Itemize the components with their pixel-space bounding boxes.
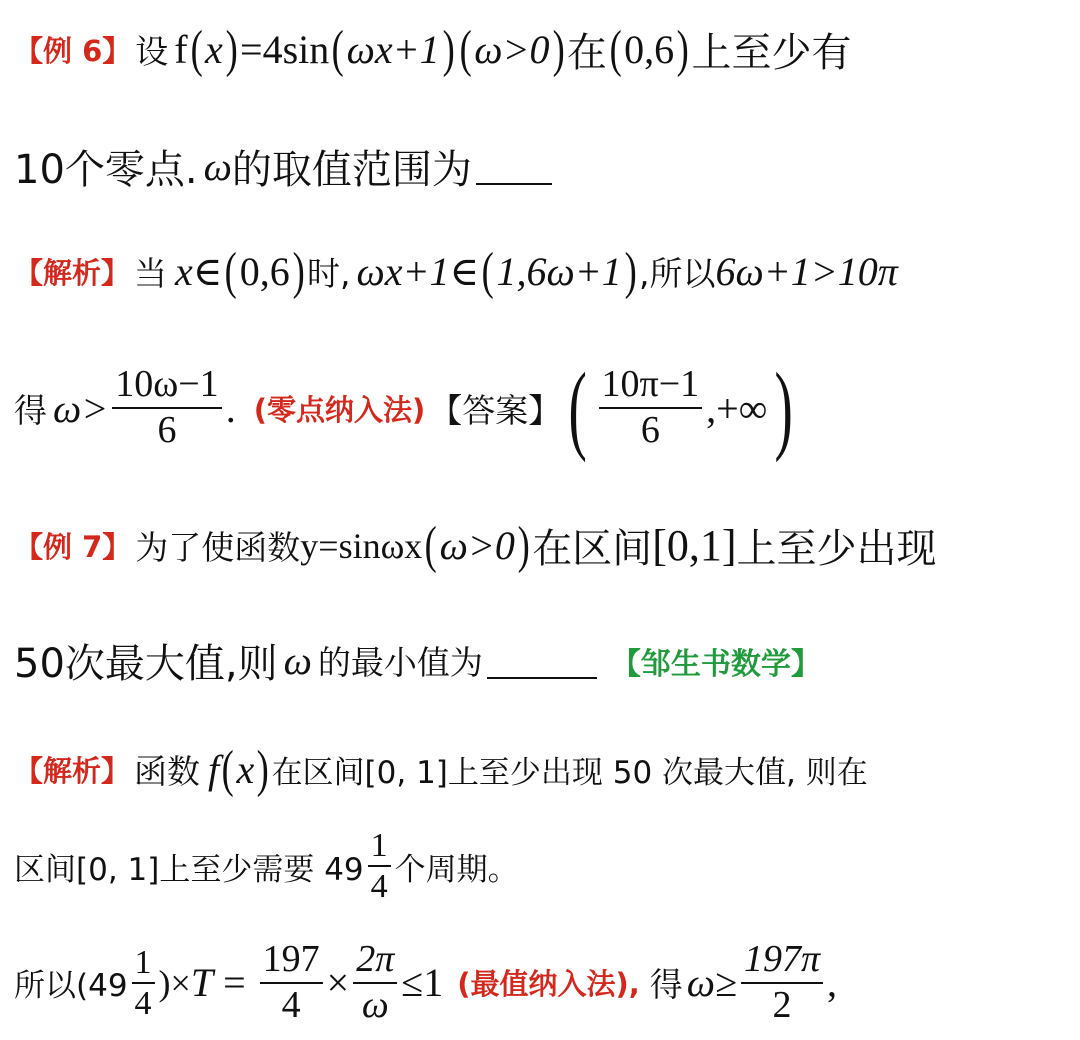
answer-blank	[487, 643, 597, 679]
watermark: 【邹生书数学】	[610, 646, 821, 682]
answer-tag: 【答案】	[429, 390, 562, 430]
method-label: (最值纳入法),	[457, 967, 640, 1002]
sol6-tag: 【解析】	[14, 256, 131, 290]
sol7-line3: 所以(49 $\frac{1}{4}$ )× T = $\frac{197}{4}$ × $\frac{2\pi}{\omega}$ ≤1 (最值纳入法), 得 ω≥ $\frac{197\pi}{2}$ ,	[14, 938, 837, 1026]
answer-fraction: $\frac{10\pi-1}{6}$	[599, 363, 703, 452]
ex7-line1: 【例 7】 为了使函数 y=sinωx ( ω>0 ) 在区间 [0,1] 上至少出现	[14, 517, 937, 574]
sol7-line2: 区间[0, 1]上至少需要 49 $\frac{1}{4}$ 个周期。	[14, 827, 519, 906]
ex6-line2: 10个零点. ω 的取值范围为	[14, 138, 552, 195]
ex7-tag: 【例 7】	[14, 530, 132, 564]
sol6-line2: 得 ω> $\frac{10\omega-1}{6}$ . (零点纳入法) 【答案】 ( $\frac{10\pi-1}{6}$ ,+∞ )	[14, 352, 794, 463]
fraction: $\frac{10\omega-1}{6}$	[112, 363, 221, 452]
sol7-tag: 【解析】	[14, 754, 131, 788]
ex6-tag: 【例 6】	[14, 34, 132, 68]
ex6-line1: 【例 6】 设 f ( x ) =4sin ( ωx+1 ) ( ω>0 ) 在 ( 0,6 ) 上至少有	[14, 21, 852, 78]
sol7-line1: 【解析】 函数 f ( x ) 在区间[0, 1]上至少出现 50 次最大值, 则在	[14, 741, 868, 798]
sol6-line1: 【解析】 当 x∈ ( 0,6 ) 时, ωx+1∈ ( 1,6ω+1 ) ,所以 6ω+1>10π	[14, 243, 898, 300]
method-label: (零点纳入法)	[253, 392, 426, 427]
answer-blank	[476, 149, 552, 185]
ex7-line2: 50次最大值,则 ω 的最小值为 【邹生书数学】	[14, 638, 821, 687]
